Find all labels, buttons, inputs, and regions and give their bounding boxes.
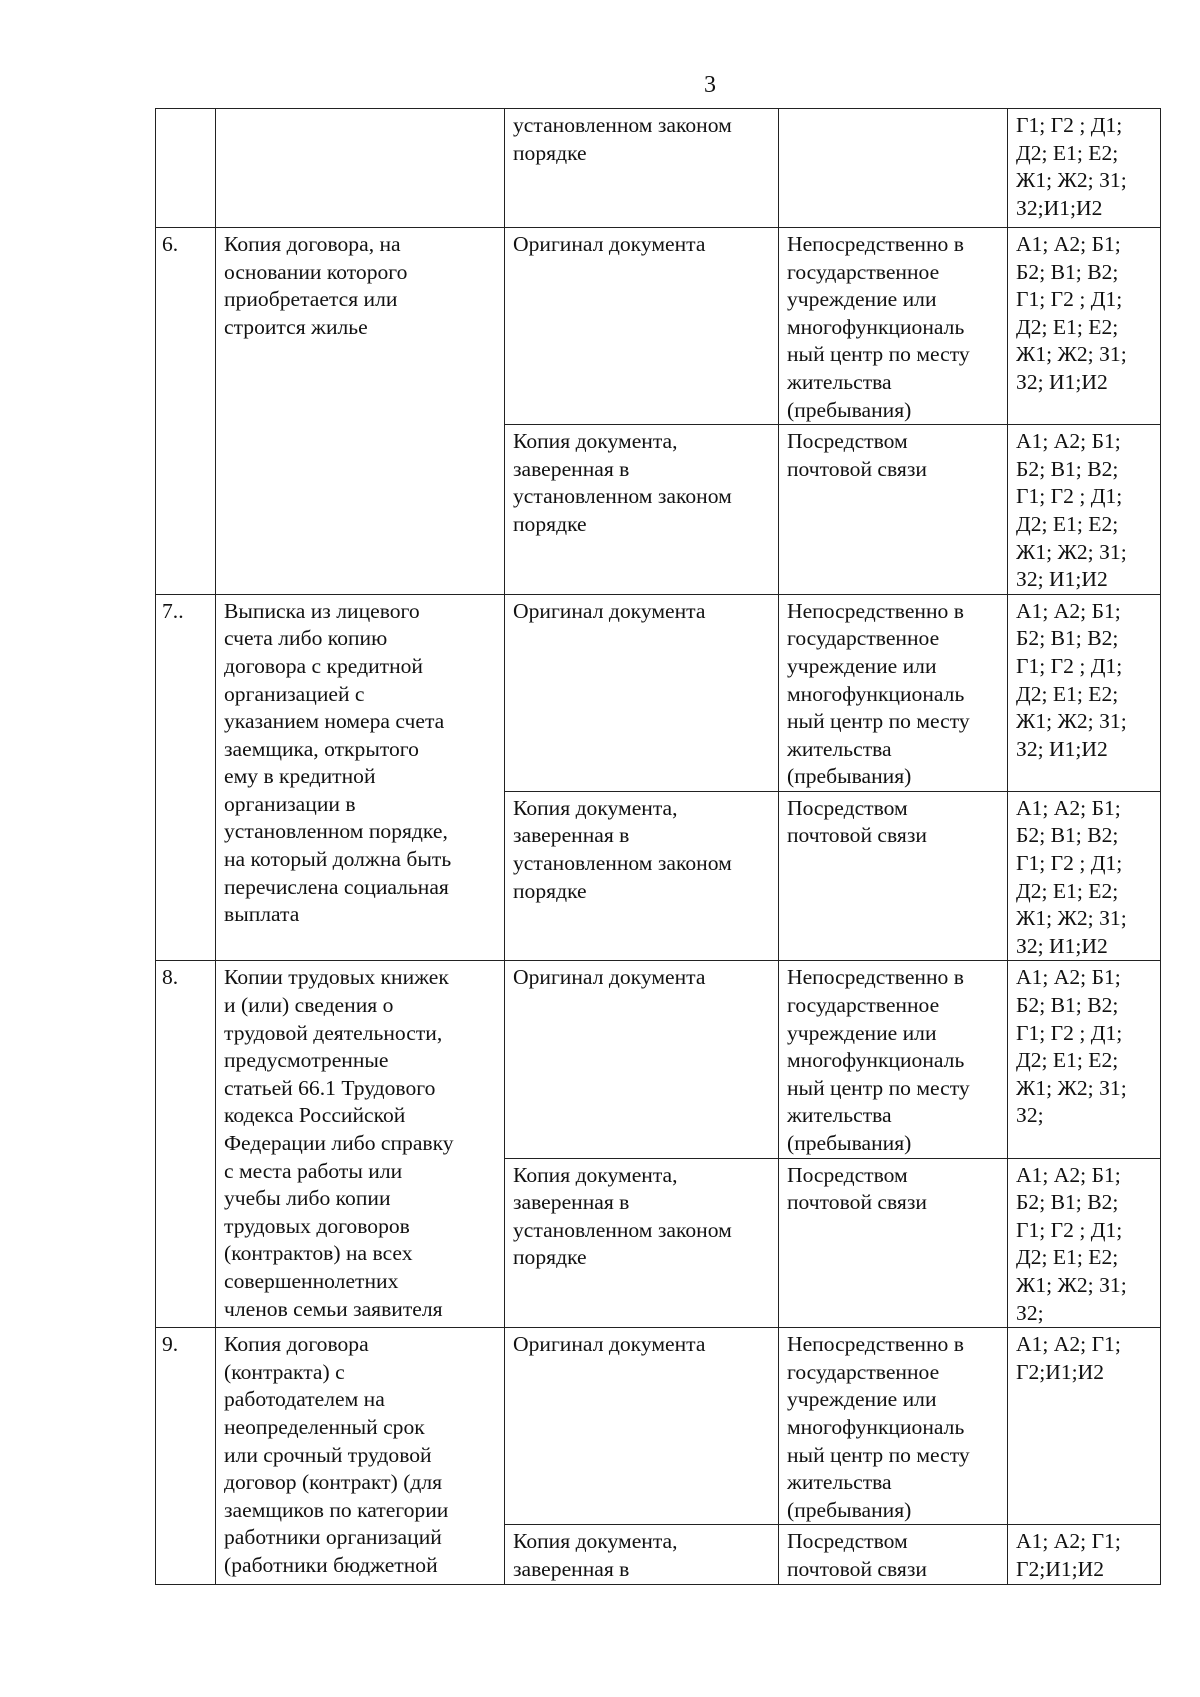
submission-method-cell: Непосредственно в государственное учреждение или многофункциональ ный центр по месту жительства (пребывания) (779, 961, 1008, 1158)
row-number-cell: 7.. (156, 594, 216, 961)
submission-method-cell (779, 109, 1008, 228)
document-form-cell: Оригинал документа (505, 961, 779, 1158)
row-number-cell (156, 109, 216, 228)
document-form-cell: Копия документа, заверенная в установленном законом порядке (505, 791, 779, 961)
table-row (156, 594, 1161, 791)
submission-method-cell: Посредством почтовой связи (779, 791, 1008, 961)
row-number-cell: 6. (156, 228, 216, 595)
table-row (156, 228, 1161, 425)
submission-method-cell: Непосредственно в государственное учреждение или многофункциональ ный центр по месту жительства (пребывания) (779, 228, 1008, 425)
document-form-cell: Оригинал документа (505, 1328, 779, 1525)
row-number-cell: 9. (156, 1328, 216, 1584)
document-form-cell: установленном законом порядке (505, 109, 779, 228)
document-name-cell: Копия договора, на основании которого приобретается или строится жилье (216, 228, 505, 595)
document-name-cell: Выписка из лицевого счета либо копию договора с кредитной организацией с указанием номера счета заемщика, открытого ему в кредитной организации в установленном порядке, на который должна быть перечислена социальная выплата (216, 594, 505, 961)
submission-method-cell: Посредством почтовой связи (779, 1158, 1008, 1328)
table-row (156, 961, 1161, 1158)
document-name-cell: Копии трудовых книжек и (или) сведения о трудовой деятельности, предусмотренные статьей 66.1 Трудового кодекса Российской Федерации либо справку с места работы или учебы либо копии трудовых договоров (контрактов) на всех совершеннолетних членов семьи заявителя (216, 961, 505, 1328)
document-form-cell: Копия документа, заверенная в установленном законом порядке (505, 1158, 779, 1328)
submission-method-cell: Непосредственно в государственное учреждение или многофункциональ ный центр по месту жительства (пребывания) (779, 594, 1008, 791)
category-codes-cell: А1; А2; Б1; Б2; В1; В2; Г1; Г2 ; Д1; Д2; Е1; Е2; Ж1; Ж2; З1; З2; (1008, 1158, 1161, 1328)
document-form-cell: Копия документа, заверенная в установленном законом порядке (505, 425, 779, 595)
category-codes-cell: А1; А2; Г1; Г2;И1;И2 (1008, 1525, 1161, 1584)
category-codes-cell: А1; А2; Б1; Б2; В1; В2; Г1; Г2 ; Д1; Д2; Е1; Е2; Ж1; Ж2; З1; З2; (1008, 961, 1161, 1158)
category-codes-cell: А1; А2; Б1; Б2; В1; В2; Г1; Г2 ; Д1; Д2; Е1; Е2; Ж1; Ж2; З1; З2; И1;И2 (1008, 228, 1161, 425)
category-codes-cell: А1; А2; Г1; Г2;И1;И2 (1008, 1328, 1161, 1525)
document-name-cell: Копия договора (контракта) с работодателем на неопределенный срок или срочный трудовой договор (контракт) (для заемщиков по категории работники организаций (работники бюджетной (216, 1328, 505, 1584)
document-form-cell: Оригинал документа (505, 228, 779, 425)
category-codes-cell: А1; А2; Б1; Б2; В1; В2; Г1; Г2 ; Д1; Д2; Е1; Е2; Ж1; Ж2; З1; З2; И1;И2 (1008, 791, 1161, 961)
submission-method-cell: Посредством почтовой связи (779, 1525, 1008, 1584)
table-row-continuation (156, 109, 1161, 228)
category-codes-cell: Г1; Г2 ; Д1; Д2; Е1; Е2; Ж1; Ж2; З1; З2;И1;И2 (1008, 109, 1161, 228)
document-form-cell: Оригинал документа (505, 594, 779, 791)
submission-method-cell: Непосредственно в государственное учреждение или многофункциональ ный центр по месту жительства (пребывания) (779, 1328, 1008, 1525)
document-form-cell: Копия документа, заверенная в (505, 1525, 779, 1584)
table-row (156, 1328, 1161, 1525)
row-number-cell: 8. (156, 961, 216, 1328)
page-number: 3 (704, 72, 716, 98)
documents-table (155, 108, 1161, 1585)
category-codes-cell: А1; А2; Б1; Б2; В1; В2; Г1; Г2 ; Д1; Д2; Е1; Е2; Ж1; Ж2; З1; З2; И1;И2 (1008, 425, 1161, 595)
document-name-cell (216, 109, 505, 228)
category-codes-cell: А1; А2; Б1; Б2; В1; В2; Г1; Г2 ; Д1; Д2; Е1; Е2; Ж1; Ж2; З1; З2; И1;И2 (1008, 594, 1161, 791)
submission-method-cell: Посредством почтовой связи (779, 425, 1008, 595)
